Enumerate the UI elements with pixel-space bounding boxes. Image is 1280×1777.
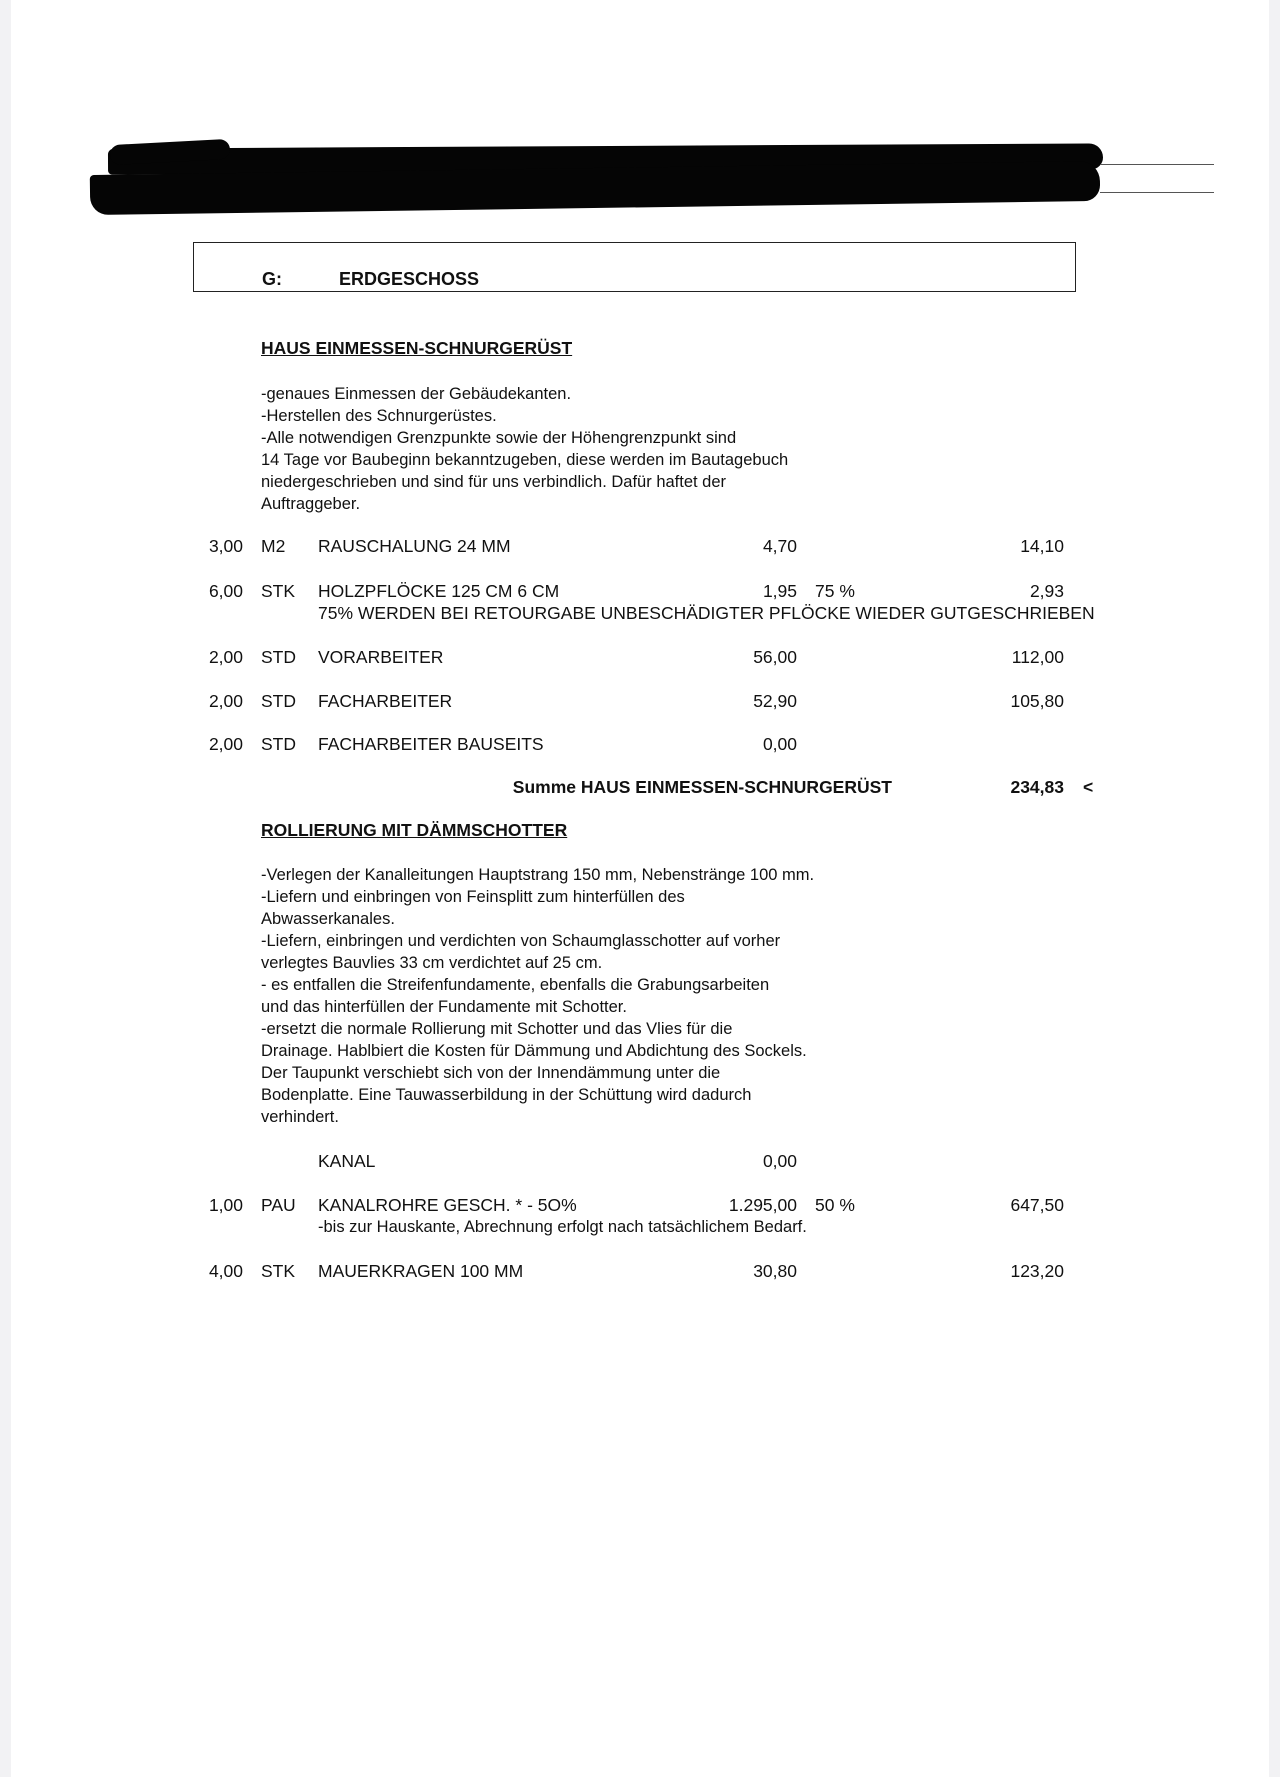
item-text: FACHARBEITER BAUSEITS: [318, 734, 544, 754]
item-qty: 2,00: [208, 691, 243, 711]
item-total: 123,20: [1010, 1261, 1064, 1281]
item-text: FACHARBEITER: [318, 691, 453, 711]
description-line: Abwasserkanales.: [261, 910, 395, 928]
description-line: und das hinterfüllen der Fundamente mit Schotter.: [261, 998, 627, 1016]
description-line: Bodenplatte. Eine Tauwasserbildung in der Schüttung wird dadurch: [261, 1086, 752, 1104]
item-unit: STD: [261, 647, 296, 667]
description-line: -genaues Einmessen der Gebäudekanten.: [261, 385, 572, 403]
header-rule-top: [1100, 164, 1214, 165]
section-code: G:: [262, 269, 282, 289]
item-price: 1,95: [762, 581, 797, 601]
description-line: -Liefern und einbringen von Feinsplitt zum hinterfüllen des: [261, 888, 685, 906]
item-qty: 6,00: [208, 581, 243, 601]
description-line: -Alle notwendigen Grenzpunkte sowie der Höhengrenzpunkt sind: [261, 429, 737, 447]
description-line: Auftraggeber.: [261, 495, 361, 513]
group-description: [261, 383, 788, 515]
item-unit: STD: [261, 734, 296, 754]
description-line: niedergeschrieben und sind für uns verbindlich. Dafür haftet der: [261, 473, 727, 491]
item-total: 2,93: [1029, 581, 1064, 601]
item-text: VORARBEITER: [318, 647, 444, 667]
item-text: KANALROHRE GESCH. * - 5O%: [318, 1195, 577, 1215]
group-description: [261, 864, 814, 1128]
item-price: 52,90: [753, 691, 797, 711]
item-unit: PAU: [261, 1195, 296, 1215]
sum-label: Summe HAUS EINMESSEN-SCHNURGERÜST: [512, 777, 892, 797]
description-line: 14 Tage vor Baubeginn bekanntzugeben, diese werden im Bautagebuch: [261, 451, 789, 469]
item-qty: 2,00: [208, 734, 243, 754]
item-text: RAUSCHALUNG 24 MM: [318, 536, 511, 556]
description-line: -ersetzt die normale Rollierung mit Schotter und das Vlies für die: [261, 1020, 733, 1038]
item-text: KANAL: [318, 1151, 376, 1171]
group-title: ROLLIERUNG MIT DÄMMSCHOTTER: [261, 820, 568, 840]
item-discount: 75 %: [815, 581, 855, 601]
group-title: HAUS EINMESSEN-SCHNURGERÜST: [261, 338, 573, 358]
description-line: Drainage. Hablbiert die Kosten für Dämmung und Abdichtung des Sockels.: [261, 1042, 807, 1060]
item-price: 30,80: [753, 1261, 797, 1281]
header-rule-bottom: [1100, 192, 1214, 193]
description-line: -Verlegen der Kanalleitungen Hauptstrang 150 mm, Nebenstränge 100 mm.: [261, 866, 815, 884]
item-text: HOLZPFLÖCKE 125 CM 6 CM: [318, 581, 560, 601]
description-line: -Liefern, einbringen und verdichten von Schaumglasschotter auf vorher: [261, 932, 781, 950]
item-total: 105,80: [1010, 691, 1064, 711]
item-discount: 50 %: [815, 1195, 855, 1215]
item-qty: 4,00: [208, 1261, 243, 1281]
sum-value: 234,83: [1010, 777, 1064, 797]
sum-marker: <: [1083, 777, 1094, 797]
item-price: 4,70: [762, 536, 797, 556]
description-line: Der Taupunkt verschiebt sich von der Innendämmung unter die: [261, 1064, 721, 1082]
item-qty: 2,00: [208, 647, 243, 667]
item-unit: STD: [261, 691, 296, 711]
description-line: verlegtes Bauvlies 33 cm verdichtet auf 25 cm.: [261, 954, 603, 972]
item-total: 647,50: [1010, 1195, 1064, 1215]
description-line: verhindert.: [261, 1108, 339, 1126]
item-unit: STK: [261, 1261, 296, 1281]
item-total: 14,10: [1020, 536, 1064, 556]
item-unit: STK: [261, 581, 296, 601]
description-line: - es entfallen die Streifenfundamente, ebenfalls die Grabungsarbeiten: [261, 976, 770, 994]
section-header: [193, 242, 1076, 292]
item-price: 0,00: [762, 734, 797, 754]
item-qty: 3,00: [208, 536, 243, 556]
description-line: -Herstellen des Schnurgerüstes.: [261, 407, 497, 425]
item-note: -bis zur Hauskante, Abrechnung erfolgt nach tatsächlichem Bedarf.: [318, 1218, 807, 1236]
section-name: ERDGESCHOSS: [339, 269, 480, 289]
item-text: MAUERKRAGEN 100 MM: [318, 1261, 524, 1281]
item-note: 75% WERDEN BEI RETOURGABE UNBESCHÄDIGTER PFLÖCKE WIEDER GUTGESCHRIEBEN: [318, 603, 1095, 623]
item-price: 0,00: [762, 1151, 797, 1171]
item-price: 56,00: [753, 647, 797, 667]
item-unit: M2: [261, 536, 286, 556]
item-total: 112,00: [1011, 647, 1064, 667]
item-price: 1.295,00: [728, 1195, 797, 1215]
item-qty: 1,00: [208, 1195, 243, 1215]
